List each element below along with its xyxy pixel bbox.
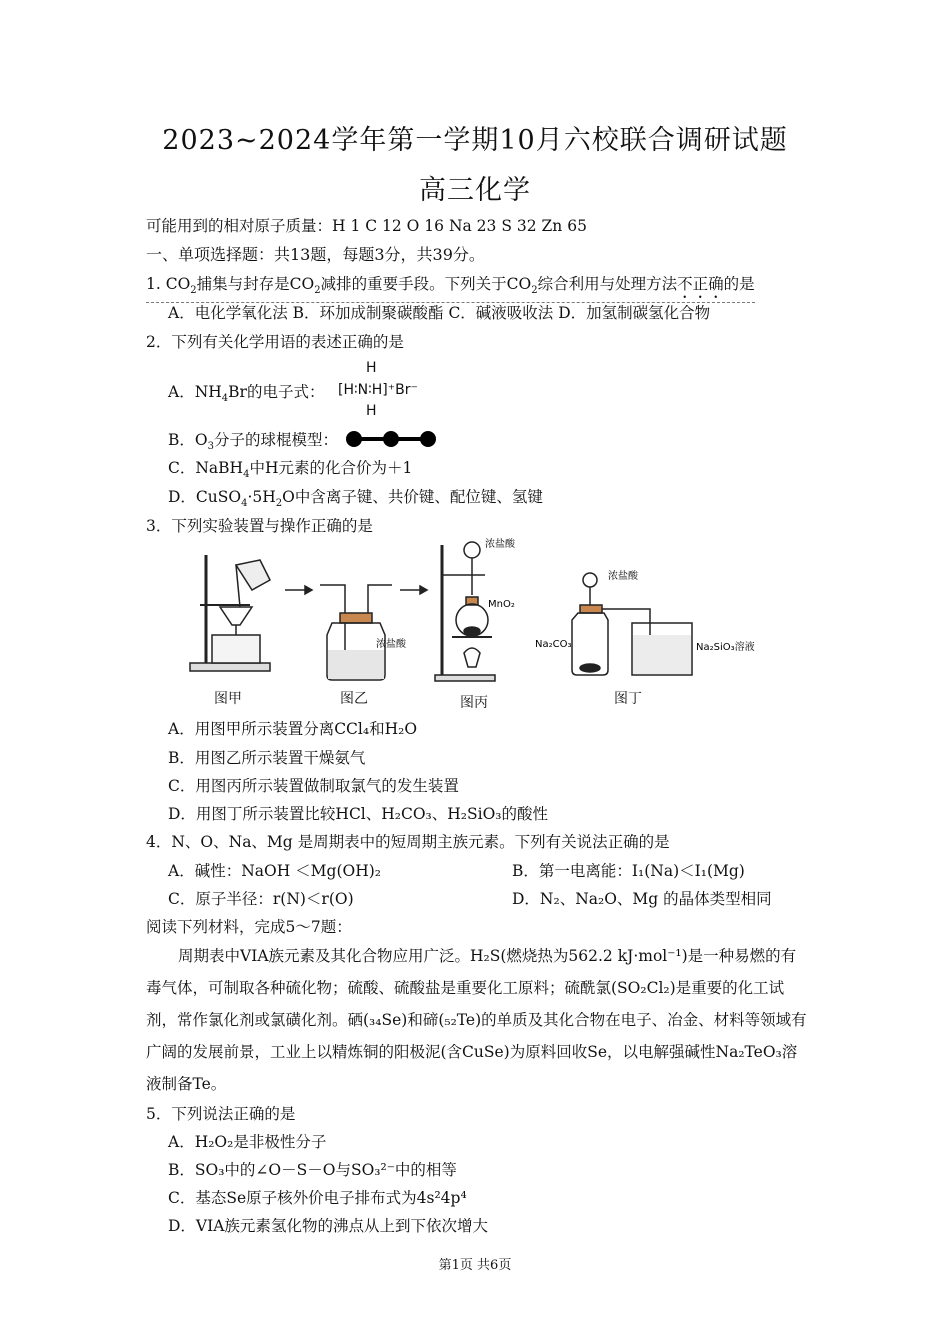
- question-1-stem: 1. $CO_2$捕集与封存是$CO_2$减排的重要手段。下列关于$CO_2$综合利用与处理方法不正确的是: [146, 274, 755, 303]
- question-2-option-b: B．$O_3$分子的球棍模型：: [168, 431, 338, 453]
- question-5-option-d: D．VIA族元素氢化物的沸点从上到下依次增大: [168, 1217, 488, 1235]
- fig-label-yi: 图乙: [340, 691, 368, 707]
- label-na2co3: Na₂CO₃: [535, 639, 572, 650]
- page-footer: 第1页 共6页: [438, 1258, 512, 1273]
- label-conc-hcl-bing: 浓盐酸: [485, 539, 515, 550]
- exam-title: 2023~2024学年第一学期10月六校联合调研试题: [162, 125, 788, 156]
- question-2-option-a: A．$NH_4Br$的电子式：: [168, 383, 325, 405]
- question-2-stem: 2．下列有关化学用语的表述正确的是: [146, 333, 404, 351]
- question-4-option-c: C．原子半径：r(N)＜r(O): [168, 890, 354, 908]
- fig-label-jia: 图甲: [214, 691, 242, 707]
- reading-passage: 周期表中VIA族元素及其化合物应用广泛。H₂S(燃烧热为562.2 kJ·mol⁻¹)是一种易燃的有毒气体，可制取各种硫化物；硫酸、硫酸盐是重要化工原料；硫酰氯(SO₂Cl₂)是重要的化工试剂，常作氯化剂或氯磺化剂。硒(₃₄Se)和碲(₅₂Te)的单质及其化合物在电子、冶金、材料等领域有广阔的发展前景，工业上以精炼铜的阳极泥(含CuSe)为原料回收Se，以电解强碱性Na₂TeO₃溶液制备Te。: [146, 947, 807, 1093]
- question-1-options: A．电化学氧化法 B．环加成制聚碳酸酯 C．碱液吸收法 D．加氢制碳氢化合物: [168, 304, 711, 322]
- apparatus-ding: [572, 573, 692, 675]
- apparatus-figure: [180, 535, 780, 705]
- electron-formula: H [H∶N∶H]⁺Br⁻ H: [338, 360, 418, 419]
- fig-label-ding: 图丁: [614, 691, 642, 707]
- question-4-option-d: D．N₂、Na₂O、Mg 的晶体类型相同: [512, 890, 772, 908]
- question-4-option-a: A．碱性：NaOH ＜Mg(OH)₂: [168, 862, 381, 880]
- question-4-option-b: B．第一电离能：I₁(Na)＜I₁(Mg): [512, 862, 745, 880]
- section-heading: 一、单项选择题：共13题，每题3分，共39分。: [146, 245, 485, 264]
- question-5-option-b: B．SO₃中的∠O－S－O与SO₃²⁻中的相等: [168, 1161, 457, 1179]
- fig-label-bing: 图丙: [460, 695, 488, 711]
- label-conc-hcl-yi: 浓盐酸: [376, 639, 406, 650]
- exam-subtitle: 高三化学: [419, 175, 531, 206]
- apparatus-jia: [190, 555, 270, 671]
- label-mno2: MnO₂: [488, 599, 515, 610]
- question-2-option-d: D．$CuSO_4\cdot 5H_2O$中含离子键、共价键、配位键、氢键: [168, 488, 543, 510]
- question-3-option-c: C．用图丙所示装置做制取氯气的发生装置: [168, 777, 459, 795]
- question-5-option-a: A．H₂O₂是非极性分子: [168, 1133, 327, 1151]
- question-3-option-d: D．用图丁所示装置比较HCl、H₂CO₃、H₂SiO₃的酸性: [168, 805, 549, 823]
- label-na2sio3: Na₂SiO₃溶液: [696, 642, 755, 653]
- question-5-option-c: C．基态Se原子核外价电子排布式为4s²4p⁴: [168, 1189, 467, 1207]
- question-5-stem: 5．下列说法正确的是: [146, 1105, 296, 1123]
- question-4-stem: 4．N、O、Na、Mg 是周期表中的短周期主族元素。下列有关说法正确的是: [146, 833, 670, 851]
- question-2-option-c: C．NaBH$_4$中H元素的化合价为＋1: [168, 459, 413, 481]
- ball-stick-model-icon: [345, 430, 437, 448]
- reading-intro: 阅读下列材料，完成5～7题：: [146, 918, 352, 936]
- atomic-masses: 可能用到的相对原子质量：H 1 C 12 O 16 Na 23 S 32 Zn 65: [146, 217, 587, 235]
- question-3-option-b: B．用图乙所示装置干燥氨气: [168, 749, 366, 767]
- apparatus-yi: [320, 585, 392, 680]
- question-3-option-a: A．用图甲所示装置分离CCl₄和H₂O: [168, 720, 418, 738]
- apparatus-bing: [435, 542, 495, 681]
- question-3-stem: 3．下列实验装置与操作正确的是: [146, 517, 373, 535]
- label-conc-hcl-ding: 浓盐酸: [608, 571, 638, 582]
